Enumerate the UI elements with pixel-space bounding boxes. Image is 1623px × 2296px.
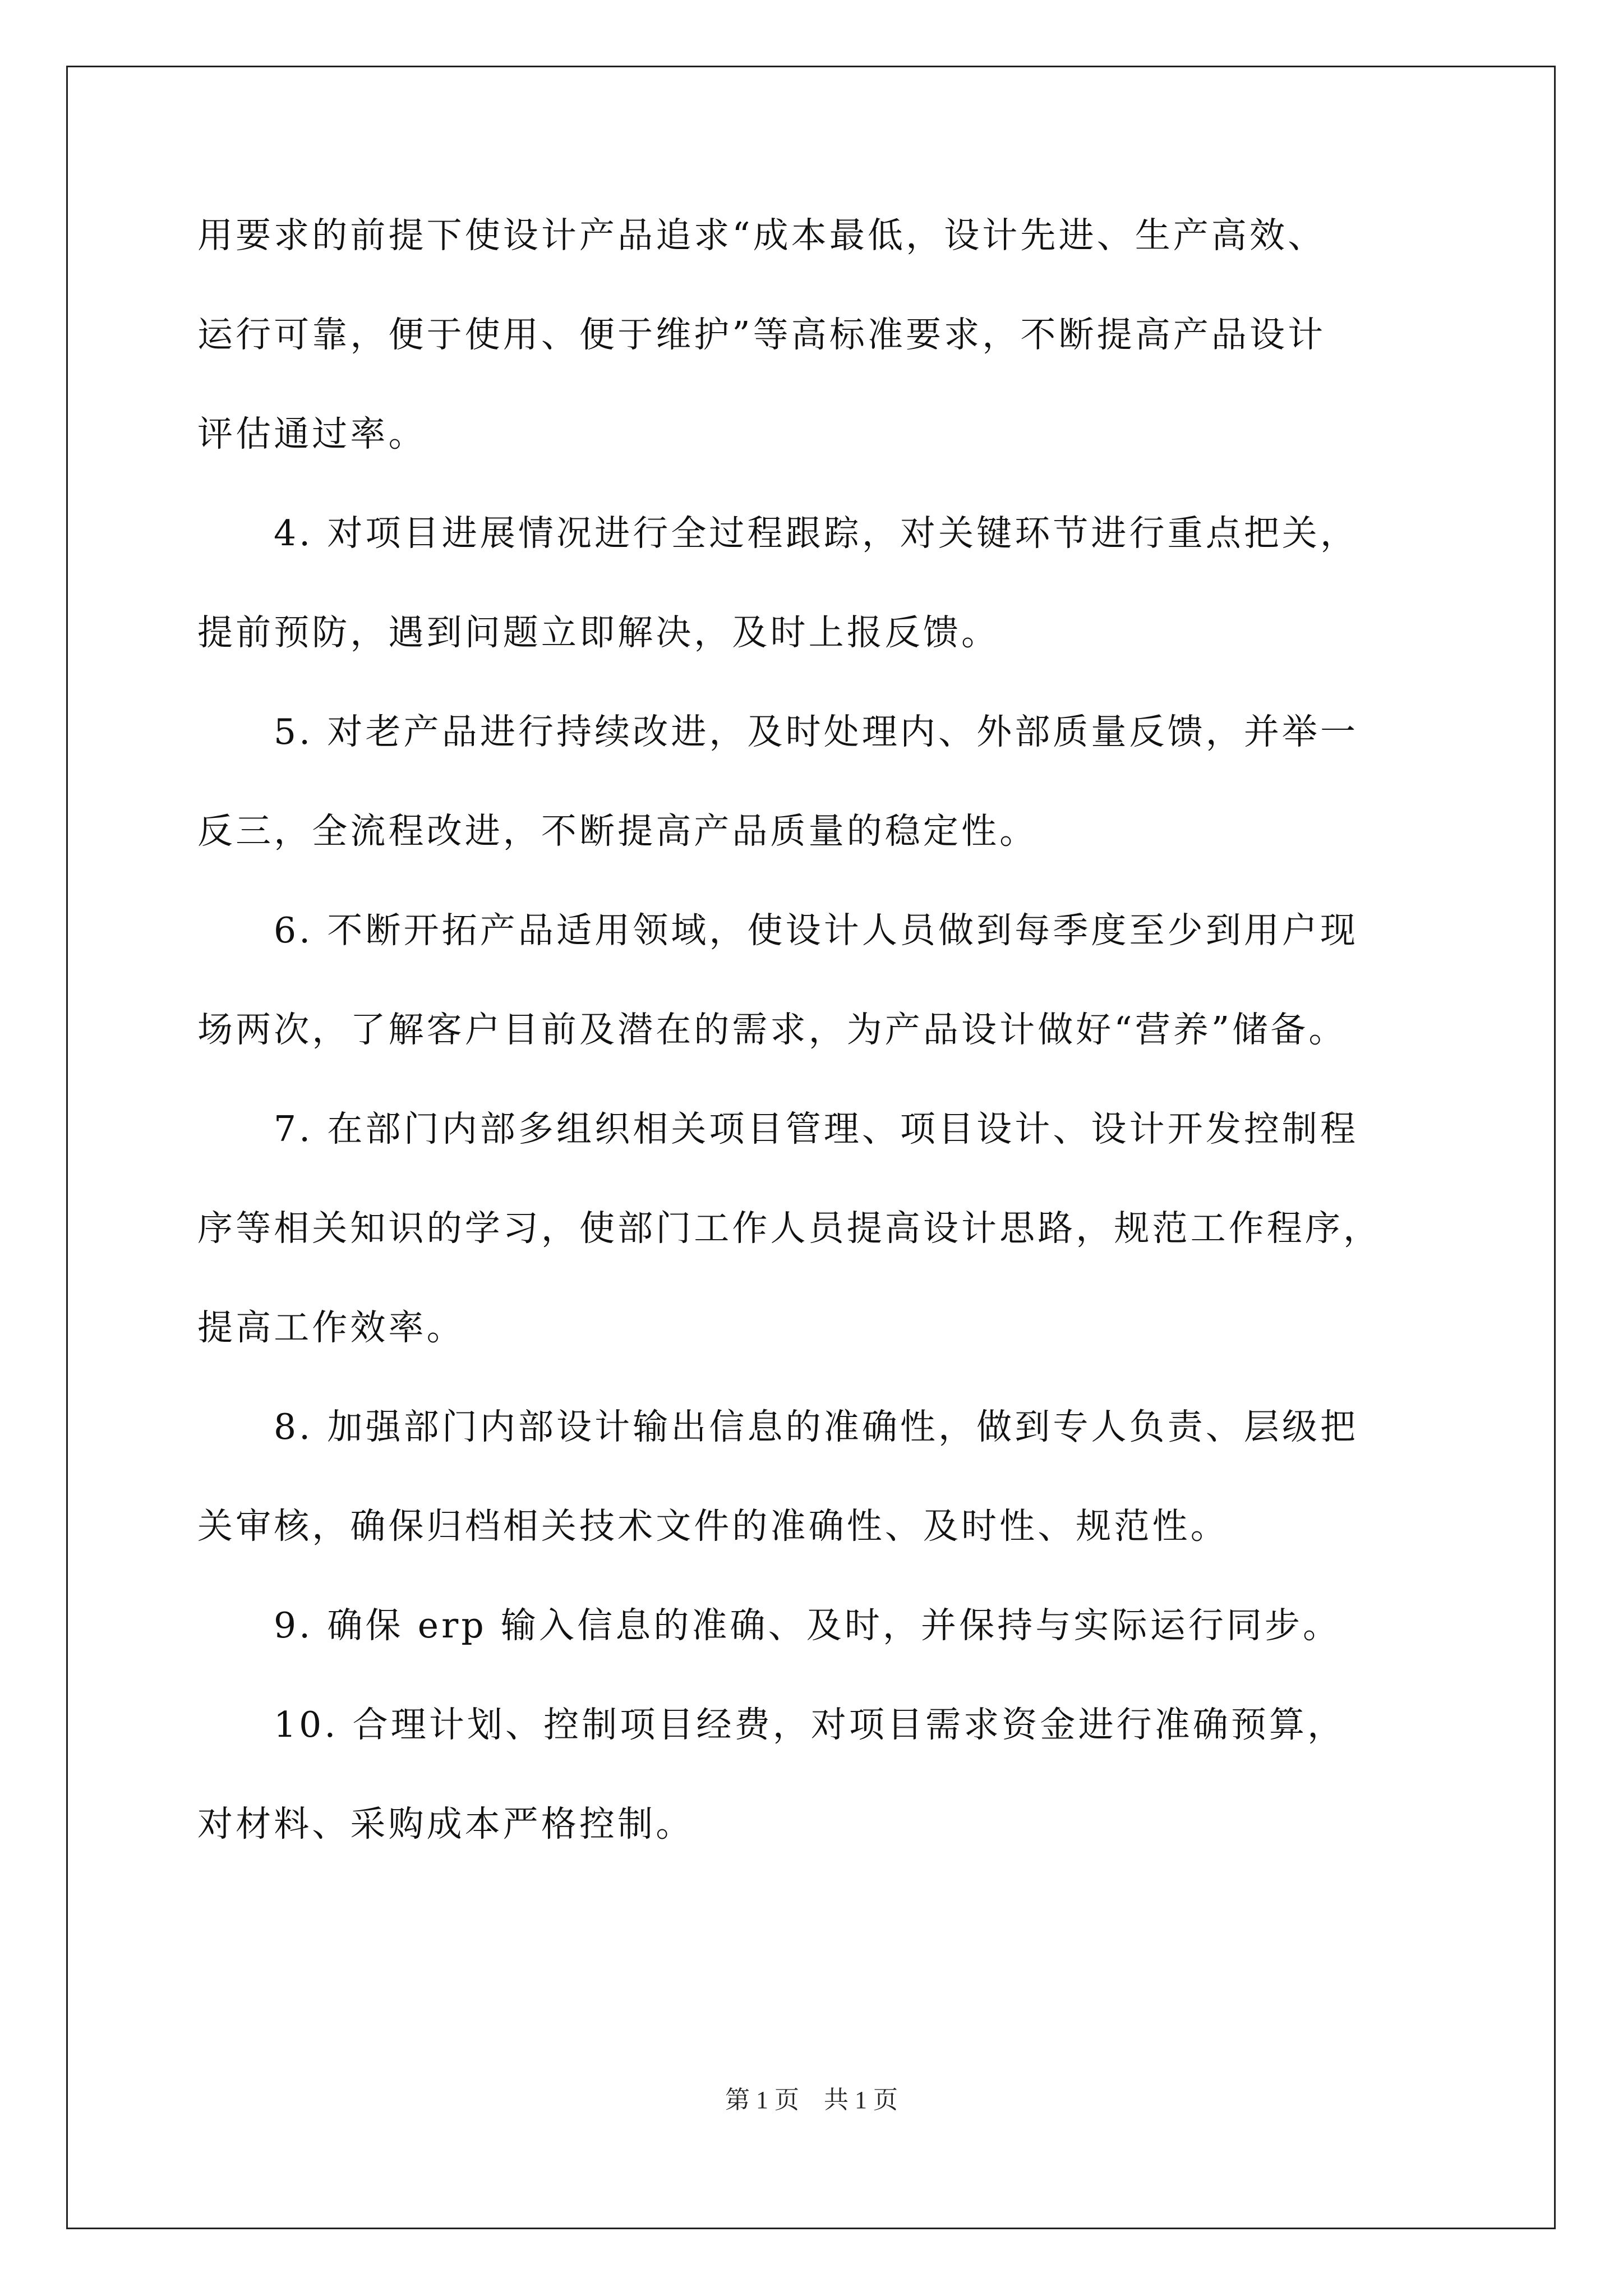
list-item-line: 8. 加强部门内部设计输出信息的准确性，做到专人负责、层级把 [274, 1406, 1359, 1447]
body-line: 运行可靠，便于使用、便于维护”等高标准要求，不断提高产品设计 [197, 314, 1326, 355]
list-item-line: 5. 对老产品进行持续改进，及时处理内、外部质量反馈，并举一 [274, 711, 1359, 752]
list-item-line: 7. 在部门内部多组织相关项目管理、项目设计、设计开发控制程 [274, 1108, 1359, 1149]
list-item-line: 9. 确保 erp 输入信息的准确、及时，并保持与实际运行同步。 [274, 1605, 1341, 1646]
body-line: 用要求的前提下使设计产品追求“成本最低，设计先进、生产高效、 [197, 215, 1326, 256]
page-footer: 第 1 页 共 1 页 [725, 2086, 898, 2114]
body-line: 提前预防，遇到问题立即解决，及时上报反馈。 [197, 612, 1000, 653]
body-line: 提高工作效率。 [197, 1307, 465, 1348]
list-item-line: 6. 不断开拓产品适用领域，使设计人员做到每季度至少到用户现 [274, 910, 1359, 951]
body-line: 场两次，了解客户目前及潜在的需求，为产品设计做好“营养”储备。 [197, 1009, 1347, 1050]
body-line: 反三，全流程改进，不断提高产品质量的稳定性。 [197, 811, 1038, 852]
body-line: 对材料、采购成本严格控制。 [197, 1803, 694, 1844]
body-line: 序等相关知识的学习，使部门工作人员提高设计思路，规范工作程序， [197, 1208, 1382, 1249]
body-line: 评估通过率。 [197, 413, 427, 454]
list-item-line: 10. 合理计划、控制项目经费，对项目需求资金进行准确预算， [274, 1704, 1346, 1745]
list-item-line: 4. 对项目进展情况进行全过程跟踪，对关键环节进行重点把关， [274, 513, 1359, 554]
body-line: 关审核，确保归档相关技术文件的准确性、及时性、规范性。 [197, 1506, 1229, 1547]
